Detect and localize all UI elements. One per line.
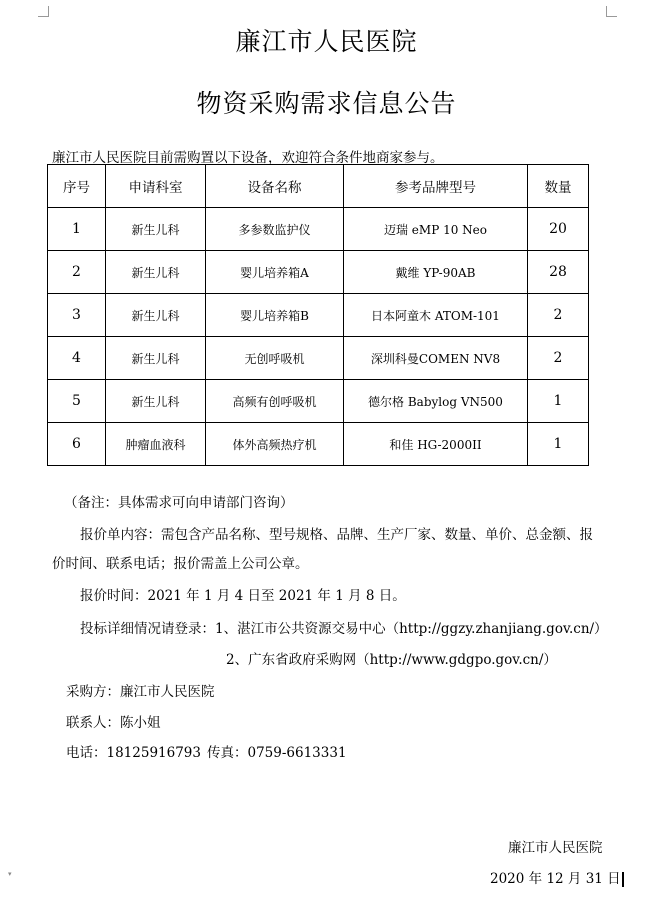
cell-model: 和佳 HG-2000II: [344, 423, 528, 466]
purchaser-text: 采购方：廉江市人民医院: [66, 684, 215, 700]
table-row: [48, 208, 589, 251]
cell-department: 新生儿科: [106, 251, 206, 294]
footer-organization: 廉江市人民医院: [508, 840, 603, 856]
quote-content-line-1: 报价单内容：需包含产品名称、型号规格、品牌、生产厂家、数量、单价、总金额、报: [80, 527, 593, 543]
cell-index: 2: [48, 251, 106, 294]
footer-date-line: [490, 867, 624, 887]
cell-index: 3: [48, 294, 106, 337]
header-equipment: 设备名称: [206, 165, 344, 208]
bid-info-line-1: 投标详细情况请登录：1、湛江市公共资源交易中心（http://ggzy.zhanjiang.gov.cn/）: [80, 621, 608, 637]
table-row: [48, 423, 589, 466]
phone-text: 电话：18125916793: [66, 745, 201, 761]
cell-quantity: 2: [528, 337, 589, 380]
cell-model: 戴维 YP-90AB: [344, 251, 528, 294]
page-corner-mark: [606, 6, 617, 17]
remark-text: （备注：具体需求可向申请部门咨询）: [64, 495, 294, 511]
cell-index: 5: [48, 380, 106, 423]
text-cursor: [622, 872, 624, 887]
cell-quantity: 2: [528, 294, 589, 337]
page-corner-mark: [38, 6, 49, 17]
quote-time-text: 报价时间：2021 年 1 月 4 日至 2021 年 1 月 8 日。: [80, 588, 406, 604]
cell-model: 迈瑞 eMP 10 Neo: [344, 208, 528, 251]
quote-content-line-2: 价时间、联系电话；报价需盖上公司公章。: [52, 556, 309, 572]
table-row: [48, 380, 589, 423]
table-row: [48, 294, 589, 337]
cell-equipment: 婴儿培养箱A: [206, 251, 344, 294]
cell-model: 深圳科曼COMEN NV8: [344, 337, 528, 380]
header-department: 申请科室: [106, 165, 206, 208]
intro-text: 廉江市人民医院目前需购置以下设备，欢迎符合条件地商家参与。: [52, 150, 444, 166]
cell-quantity: 1: [528, 423, 589, 466]
header-quantity: 数量: [528, 165, 589, 208]
hospital-title: 廉江市人民医院: [235, 27, 418, 56]
equipment-table: [47, 164, 589, 466]
table-row: [48, 251, 589, 294]
tab-marker-icon: ▾: [8, 870, 12, 878]
cell-equipment: 无创呼吸机: [206, 337, 344, 380]
cell-equipment: 多参数监护仪: [206, 208, 344, 251]
cell-equipment: 婴儿培养箱B: [206, 294, 344, 337]
cell-index: 6: [48, 423, 106, 466]
header-index: 序号: [48, 165, 106, 208]
cell-model: 德尔格 Babylog VN500: [344, 380, 528, 423]
cell-quantity: 28: [528, 251, 589, 294]
fax-text: 传真：0759-6613331: [207, 745, 347, 761]
contact-text: 联系人：陈小姐: [66, 715, 161, 731]
footer-date: 2020 年 12 月 31 日: [490, 871, 621, 887]
cell-quantity: 20: [528, 208, 589, 251]
cell-model: 日本阿童木 ATOM-101: [344, 294, 528, 337]
cell-department: 新生儿科: [106, 380, 206, 423]
header-model: 参考品牌型号: [344, 165, 528, 208]
cell-department: 新生儿科: [106, 208, 206, 251]
cell-department: 肿瘤血液科: [106, 423, 206, 466]
cell-index: 1: [48, 208, 106, 251]
cell-department: 新生儿科: [106, 337, 206, 380]
notice-title: 物资采购需求信息公告: [196, 89, 457, 118]
cell-equipment: 高频有创呼吸机: [206, 380, 344, 423]
cell-quantity: 1: [528, 380, 589, 423]
bid-info-line-2: 2、广东省政府采购网（http://www.gdgpo.gov.cn/）: [226, 652, 557, 668]
table-row: [48, 337, 589, 380]
cell-equipment: 体外高频热疗机: [206, 423, 344, 466]
cell-department: 新生儿科: [106, 294, 206, 337]
cell-index: 4: [48, 337, 106, 380]
table-header-row: [48, 165, 589, 208]
